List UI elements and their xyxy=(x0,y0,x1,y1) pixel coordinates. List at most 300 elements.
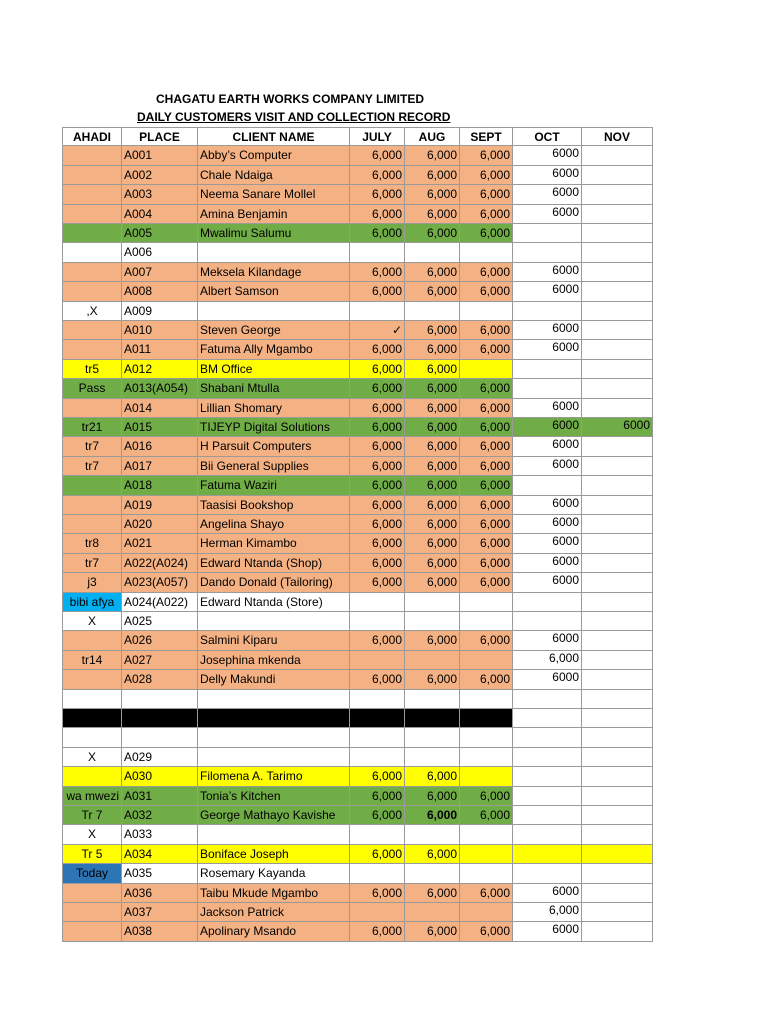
cell-july[interactable]: 6,000 xyxy=(350,515,405,534)
cell-nov[interactable] xyxy=(582,554,653,573)
cell-nov[interactable] xyxy=(582,651,653,670)
cell-aug[interactable]: 6,000 xyxy=(405,787,460,806)
cell-nov[interactable] xyxy=(582,825,653,844)
cell-july[interactable]: 6,000 xyxy=(350,379,405,398)
cell-place[interactable]: A030 xyxy=(122,767,198,786)
cell-place[interactable]: A034 xyxy=(122,845,198,864)
cell-july[interactable]: 6,000 xyxy=(350,496,405,515)
cell-client-name[interactable]: Josephina mkenda xyxy=(198,651,350,670)
cell-aug[interactable]: 6,000 xyxy=(405,515,460,534)
cell-oct[interactable] xyxy=(513,903,582,922)
cell-aug[interactable]: 6,000 xyxy=(405,496,460,515)
cell-place[interactable]: A025 xyxy=(122,612,198,631)
cell-oct[interactable] xyxy=(513,612,582,631)
cell-place[interactable]: A028 xyxy=(122,670,198,689)
cell-place[interactable]: A005 xyxy=(122,224,198,243)
cell-ahadi[interactable] xyxy=(62,476,122,495)
cell-oct[interactable] xyxy=(513,728,582,747)
cell-ahadi[interactable] xyxy=(62,224,122,243)
cell-july[interactable] xyxy=(350,302,405,321)
cell-client-name[interactable]: Edward Ntanda (Shop) xyxy=(198,554,350,573)
cell-place[interactable]: A014 xyxy=(122,399,198,418)
cell-place[interactable]: A008 xyxy=(122,282,198,301)
cell-aug[interactable]: 6,000 xyxy=(405,554,460,573)
cell-place[interactable]: A016 xyxy=(122,437,198,456)
cell-july[interactable] xyxy=(350,748,405,767)
cell-sept[interactable] xyxy=(460,728,513,747)
cell-nov[interactable] xyxy=(582,922,653,941)
cell-nov[interactable] xyxy=(582,476,653,495)
cell-ahadi[interactable] xyxy=(62,399,122,418)
cell-july[interactable] xyxy=(350,651,405,670)
cell-july[interactable]: 6,000 xyxy=(350,146,405,165)
cell-client-name[interactable]: Edward Ntanda (Store) xyxy=(198,593,350,612)
cell-ahadi[interactable]: Tr 7 xyxy=(62,806,122,825)
cell-sept[interactable]: 6,000 xyxy=(460,670,513,689)
cell-oct[interactable] xyxy=(513,321,582,340)
cell-client-name[interactable]: Angelina Shayo xyxy=(198,515,350,534)
cell-july[interactable]: ✓ xyxy=(350,321,405,340)
cell-nov[interactable] xyxy=(582,224,653,243)
cell-aug[interactable]: 6,000 xyxy=(405,437,460,456)
cell-july[interactable]: 6,000 xyxy=(350,437,405,456)
cell-oct[interactable] xyxy=(513,243,582,262)
cell-client-name[interactable] xyxy=(198,612,350,631)
cell-aug[interactable]: 6,000 xyxy=(405,263,460,282)
cell-sept[interactable]: 6,000 xyxy=(460,418,513,437)
cell-ahadi[interactable] xyxy=(62,340,122,359)
cell-place[interactable]: A015 xyxy=(122,418,198,437)
cell-july[interactable]: 6,000 xyxy=(350,845,405,864)
cell-ahadi[interactable]: Tr 5 xyxy=(62,845,122,864)
cell-aug[interactable] xyxy=(405,651,460,670)
cell-place[interactable]: A004 xyxy=(122,205,198,224)
cell-aug[interactable]: 6,000 xyxy=(405,573,460,592)
cell-aug[interactable]: 6,000 xyxy=(405,418,460,437)
cell-place[interactable]: A037 xyxy=(122,903,198,922)
cell-nov[interactable] xyxy=(582,515,653,534)
cell-ahadi[interactable] xyxy=(62,728,122,747)
cell-nov[interactable] xyxy=(582,787,653,806)
cell-aug[interactable]: 6,000 xyxy=(405,922,460,941)
cell-aug[interactable]: 6,000 xyxy=(405,670,460,689)
cell-aug[interactable]: 6,000 xyxy=(405,340,460,359)
cell-july[interactable]: 6,000 xyxy=(350,767,405,786)
cell-aug[interactable]: 6,000 xyxy=(405,185,460,204)
cell-oct[interactable] xyxy=(513,884,582,903)
cell-oct[interactable] xyxy=(513,534,582,553)
cell-ahadi[interactable]: bibi afya xyxy=(62,593,122,612)
cell-sept[interactable]: 6,000 xyxy=(460,263,513,282)
cell-ahadi[interactable]: j3 xyxy=(62,573,122,592)
cell-aug[interactable]: 6,000 xyxy=(405,321,460,340)
cell-ahadi[interactable]: Pass xyxy=(62,379,122,398)
cell-july[interactable]: 6,000 xyxy=(350,360,405,379)
cell-july[interactable]: 6,000 xyxy=(350,263,405,282)
cell-nov[interactable] xyxy=(582,282,653,301)
cell-july[interactable]: 6,000 xyxy=(350,787,405,806)
cell-july[interactable]: 6,000 xyxy=(350,922,405,941)
cell-aug[interactable]: 6,000 xyxy=(405,884,460,903)
cell-sept[interactable]: 6,000 xyxy=(460,340,513,359)
cell-client-name[interactable] xyxy=(198,748,350,767)
cell-sept[interactable] xyxy=(460,825,513,844)
cell-client-name[interactable]: Delly Makundi xyxy=(198,670,350,689)
cell-aug[interactable] xyxy=(405,825,460,844)
cell-nov[interactable] xyxy=(582,457,653,476)
cell-oct[interactable] xyxy=(513,864,582,883)
cell-ahadi[interactable]: X xyxy=(62,748,122,767)
cell-oct[interactable] xyxy=(513,922,582,941)
cell-sept[interactable] xyxy=(460,593,513,612)
cell-sept[interactable]: 6,000 xyxy=(460,787,513,806)
cell-nov[interactable] xyxy=(582,709,653,728)
cell-client-name[interactable]: Filomena A. Tarimo xyxy=(198,767,350,786)
cell-sept[interactable]: 6,000 xyxy=(460,321,513,340)
cell-july[interactable]: 6,000 xyxy=(350,631,405,650)
cell-aug[interactable]: 6,000 xyxy=(405,224,460,243)
cell-ahadi[interactable] xyxy=(62,185,122,204)
cell-july[interactable]: 6,000 xyxy=(350,340,405,359)
cell-aug[interactable] xyxy=(405,903,460,922)
cell-sept[interactable] xyxy=(460,651,513,670)
cell-nov[interactable] xyxy=(582,631,653,650)
cell-july[interactable]: 6,000 xyxy=(350,224,405,243)
cell-aug[interactable] xyxy=(405,593,460,612)
cell-sept[interactable] xyxy=(460,690,513,709)
cell-client-name[interactable]: Steven George xyxy=(198,321,350,340)
cell-ahadi[interactable] xyxy=(62,496,122,515)
cell-client-name[interactable]: Rosemary Kayanda xyxy=(198,864,350,883)
cell-ahadi[interactable]: X xyxy=(62,612,122,631)
cell-july[interactable] xyxy=(350,612,405,631)
cell-sept[interactable]: 6,000 xyxy=(460,515,513,534)
cell-oct[interactable] xyxy=(513,515,582,534)
cell-july[interactable]: 6,000 xyxy=(350,573,405,592)
cell-sept[interactable] xyxy=(460,903,513,922)
cell-nov[interactable] xyxy=(582,670,653,689)
cell-oct[interactable] xyxy=(513,748,582,767)
cell-oct[interactable] xyxy=(513,379,582,398)
cell-oct[interactable] xyxy=(513,340,582,359)
cell-nov[interactable] xyxy=(582,340,653,359)
cell-place[interactable]: A035 xyxy=(122,864,198,883)
cell-aug[interactable]: 6,000 xyxy=(405,166,460,185)
cell-aug[interactable]: 6,000 xyxy=(405,476,460,495)
cell-july[interactable] xyxy=(350,593,405,612)
cell-aug[interactable]: 6,000 xyxy=(405,360,460,379)
cell-ahadi[interactable]: tr14 xyxy=(62,651,122,670)
cell-aug[interactable]: 6,000 xyxy=(405,205,460,224)
cell-nov[interactable] xyxy=(582,903,653,922)
cell-place[interactable]: A033 xyxy=(122,825,198,844)
cell-place[interactable]: A020 xyxy=(122,515,198,534)
cell-nov[interactable] xyxy=(582,593,653,612)
cell-place[interactable]: A017 xyxy=(122,457,198,476)
cell-place[interactable]: A007 xyxy=(122,263,198,282)
cell-aug[interactable] xyxy=(405,612,460,631)
cell-client-name[interactable]: Lillian Shomary xyxy=(198,399,350,418)
cell-july[interactable] xyxy=(350,864,405,883)
cell-nov[interactable] xyxy=(582,573,653,592)
cell-place[interactable] xyxy=(122,728,198,747)
cell-client-name[interactable]: Tonia’s Kitchen xyxy=(198,787,350,806)
cell-client-name[interactable]: Herman Kimambo xyxy=(198,534,350,553)
cell-client-name[interactable]: Neema Sanare Mollel xyxy=(198,185,350,204)
cell-july[interactable]: 6,000 xyxy=(350,399,405,418)
cell-ahadi[interactable] xyxy=(62,321,122,340)
cell-july[interactable] xyxy=(350,243,405,262)
cell-nov[interactable] xyxy=(582,418,653,437)
cell-ahadi[interactable]: tr7 xyxy=(62,457,122,476)
cell-ahadi[interactable] xyxy=(62,709,122,728)
cell-aug[interactable] xyxy=(405,690,460,709)
cell-place[interactable]: A009 xyxy=(122,302,198,321)
cell-client-name[interactable] xyxy=(198,825,350,844)
cell-sept[interactable] xyxy=(460,845,513,864)
cell-client-name[interactable]: Dando Donald (Tailoring) xyxy=(198,573,350,592)
cell-oct[interactable] xyxy=(513,457,582,476)
cell-sept[interactable]: 6,000 xyxy=(460,224,513,243)
cell-nov[interactable] xyxy=(582,864,653,883)
cell-oct[interactable] xyxy=(513,360,582,379)
cell-sept[interactable] xyxy=(460,612,513,631)
cell-oct[interactable] xyxy=(513,825,582,844)
cell-client-name[interactable]: BM Office xyxy=(198,360,350,379)
cell-client-name[interactable]: H Parsuit Computers xyxy=(198,437,350,456)
cell-place[interactable]: A022(A024) xyxy=(122,554,198,573)
cell-sept[interactable] xyxy=(460,748,513,767)
cell-nov[interactable] xyxy=(582,728,653,747)
cell-nov[interactable] xyxy=(582,302,653,321)
cell-nov[interactable] xyxy=(582,748,653,767)
cell-sept[interactable] xyxy=(460,864,513,883)
cell-ahadi[interactable]: ,X xyxy=(62,302,122,321)
cell-nov[interactable] xyxy=(582,399,653,418)
cell-aug[interactable] xyxy=(405,864,460,883)
cell-ahadi[interactable]: tr7 xyxy=(62,437,122,456)
cell-oct[interactable] xyxy=(513,418,582,437)
cell-client-name[interactable]: Abby’s Computer xyxy=(198,146,350,165)
cell-aug[interactable] xyxy=(405,748,460,767)
cell-client-name[interactable]: Taasisi Bookshop xyxy=(198,496,350,515)
cell-sept[interactable] xyxy=(460,243,513,262)
cell-sept[interactable]: 6,000 xyxy=(460,282,513,301)
cell-place[interactable]: A012 xyxy=(122,360,198,379)
cell-sept[interactable]: 6,000 xyxy=(460,806,513,825)
cell-oct[interactable] xyxy=(513,166,582,185)
cell-place[interactable] xyxy=(122,690,198,709)
cell-nov[interactable] xyxy=(582,243,653,262)
cell-place[interactable]: A003 xyxy=(122,185,198,204)
cell-aug[interactable] xyxy=(405,243,460,262)
cell-client-name[interactable]: Salmini Kiparu xyxy=(198,631,350,650)
cell-place[interactable]: A027 xyxy=(122,651,198,670)
cell-july[interactable] xyxy=(350,709,405,728)
cell-nov[interactable] xyxy=(582,166,653,185)
cell-ahadi[interactable]: wa mwezi xyxy=(62,787,122,806)
cell-client-name[interactable]: Jackson Patrick xyxy=(198,903,350,922)
cell-aug[interactable]: 6,000 xyxy=(405,767,460,786)
cell-aug[interactable]: 6,000 xyxy=(405,534,460,553)
cell-nov[interactable] xyxy=(582,360,653,379)
cell-client-name[interactable] xyxy=(198,243,350,262)
cell-place[interactable]: A001 xyxy=(122,146,198,165)
cell-ahadi[interactable]: tr5 xyxy=(62,360,122,379)
cell-client-name[interactable] xyxy=(198,728,350,747)
cell-sept[interactable] xyxy=(460,302,513,321)
cell-july[interactable] xyxy=(350,903,405,922)
cell-ahadi[interactable] xyxy=(62,146,122,165)
cell-client-name[interactable]: Meksela Kilandage xyxy=(198,263,350,282)
cell-oct[interactable] xyxy=(513,573,582,592)
cell-place[interactable]: A024(A022) xyxy=(122,593,198,612)
cell-place[interactable]: A036 xyxy=(122,884,198,903)
cell-client-name[interactable]: Bii General Supplies xyxy=(198,457,350,476)
cell-july[interactable]: 6,000 xyxy=(350,554,405,573)
cell-nov[interactable] xyxy=(582,146,653,165)
cell-oct[interactable] xyxy=(513,670,582,689)
cell-july[interactable] xyxy=(350,728,405,747)
cell-aug[interactable]: 6,000 xyxy=(405,631,460,650)
cell-sept[interactable]: 6,000 xyxy=(460,146,513,165)
cell-nov[interactable] xyxy=(582,767,653,786)
cell-oct[interactable] xyxy=(513,146,582,165)
cell-oct[interactable] xyxy=(513,476,582,495)
cell-sept[interactable]: 6,000 xyxy=(460,554,513,573)
cell-ahadi[interactable] xyxy=(62,205,122,224)
cell-nov[interactable] xyxy=(582,496,653,515)
cell-ahadi[interactable] xyxy=(62,767,122,786)
cell-sept[interactable]: 6,000 xyxy=(460,166,513,185)
cell-ahadi[interactable]: X xyxy=(62,825,122,844)
cell-place[interactable]: A023(A057) xyxy=(122,573,198,592)
cell-ahadi[interactable] xyxy=(62,884,122,903)
cell-place[interactable]: A013(A054) xyxy=(122,379,198,398)
cell-client-name[interactable] xyxy=(198,302,350,321)
cell-sept[interactable]: 6,000 xyxy=(460,922,513,941)
cell-nov[interactable] xyxy=(582,884,653,903)
cell-sept[interactable]: 6,000 xyxy=(460,205,513,224)
cell-nov[interactable] xyxy=(582,379,653,398)
cell-ahadi[interactable] xyxy=(62,922,122,941)
cell-oct[interactable] xyxy=(513,554,582,573)
cell-aug[interactable]: 6,000 xyxy=(405,806,460,825)
cell-ahadi[interactable] xyxy=(62,690,122,709)
cell-oct[interactable] xyxy=(513,845,582,864)
cell-place[interactable]: A002 xyxy=(122,166,198,185)
cell-client-name[interactable]: Apolinary Msando xyxy=(198,922,350,941)
cell-sept[interactable]: 6,000 xyxy=(460,534,513,553)
cell-oct[interactable] xyxy=(513,263,582,282)
cell-oct[interactable] xyxy=(513,631,582,650)
cell-oct[interactable] xyxy=(513,437,582,456)
cell-july[interactable]: 6,000 xyxy=(350,282,405,301)
cell-nov[interactable] xyxy=(582,690,653,709)
cell-client-name[interactable]: Taibu Mkude Mgambo xyxy=(198,884,350,903)
cell-aug[interactable]: 6,000 xyxy=(405,146,460,165)
cell-nov[interactable] xyxy=(582,612,653,631)
cell-client-name[interactable]: Shabani Mtulla xyxy=(198,379,350,398)
cell-sept[interactable]: 6,000 xyxy=(460,437,513,456)
cell-place[interactable]: A032 xyxy=(122,806,198,825)
cell-aug[interactable] xyxy=(405,302,460,321)
cell-sept[interactable]: 6,000 xyxy=(460,379,513,398)
cell-sept[interactable]: 6,000 xyxy=(460,185,513,204)
cell-sept[interactable]: 6,000 xyxy=(460,457,513,476)
cell-ahadi[interactable] xyxy=(62,670,122,689)
cell-sept[interactable] xyxy=(460,709,513,728)
cell-july[interactable]: 6,000 xyxy=(350,205,405,224)
cell-oct[interactable] xyxy=(513,709,582,728)
cell-place[interactable]: A019 xyxy=(122,496,198,515)
cell-july[interactable]: 6,000 xyxy=(350,534,405,553)
cell-nov[interactable] xyxy=(582,806,653,825)
cell-sept[interactable]: 6,000 xyxy=(460,399,513,418)
cell-oct[interactable] xyxy=(513,651,582,670)
cell-aug[interactable] xyxy=(405,728,460,747)
cell-sept[interactable]: 6,000 xyxy=(460,631,513,650)
cell-client-name[interactable]: Amina Benjamin xyxy=(198,205,350,224)
cell-ahadi[interactable] xyxy=(62,515,122,534)
cell-oct[interactable] xyxy=(513,767,582,786)
cell-aug[interactable] xyxy=(405,709,460,728)
cell-july[interactable]: 6,000 xyxy=(350,670,405,689)
cell-july[interactable]: 6,000 xyxy=(350,476,405,495)
cell-nov[interactable] xyxy=(582,185,653,204)
cell-oct[interactable] xyxy=(513,224,582,243)
cell-oct[interactable] xyxy=(513,282,582,301)
cell-place[interactable]: A029 xyxy=(122,748,198,767)
cell-sept[interactable]: 6,000 xyxy=(460,573,513,592)
cell-oct[interactable] xyxy=(513,593,582,612)
cell-july[interactable]: 6,000 xyxy=(350,884,405,903)
cell-aug[interactable]: 6,000 xyxy=(405,845,460,864)
cell-place[interactable]: A018 xyxy=(122,476,198,495)
cell-july[interactable]: 6,000 xyxy=(350,185,405,204)
cell-july[interactable]: 6,000 xyxy=(350,166,405,185)
cell-client-name[interactable]: Fatuma Waziri xyxy=(198,476,350,495)
cell-aug[interactable]: 6,000 xyxy=(405,379,460,398)
cell-oct[interactable] xyxy=(513,496,582,515)
cell-place[interactable]: A011 xyxy=(122,340,198,359)
cell-ahadi[interactable]: tr8 xyxy=(62,534,122,553)
cell-aug[interactable]: 6,000 xyxy=(405,282,460,301)
cell-july[interactable]: 6,000 xyxy=(350,418,405,437)
cell-oct[interactable] xyxy=(513,185,582,204)
cell-ahadi[interactable] xyxy=(62,263,122,282)
cell-sept[interactable] xyxy=(460,360,513,379)
cell-ahadi[interactable]: tr21 xyxy=(62,418,122,437)
cell-ahadi[interactable]: tr7 xyxy=(62,554,122,573)
cell-sept[interactable]: 6,000 xyxy=(460,476,513,495)
cell-client-name[interactable]: Chale Ndaiga xyxy=(198,166,350,185)
cell-client-name[interactable]: TIJEYP Digital Solutions xyxy=(198,418,350,437)
cell-oct[interactable] xyxy=(513,399,582,418)
cell-place[interactable]: A006 xyxy=(122,243,198,262)
cell-client-name[interactable] xyxy=(198,690,350,709)
cell-ahadi[interactable] xyxy=(62,282,122,301)
cell-place[interactable]: A031 xyxy=(122,787,198,806)
cell-client-name[interactable]: Fatuma Ally Mgambo xyxy=(198,340,350,359)
cell-client-name[interactable]: Mwalimu Salumu xyxy=(198,224,350,243)
cell-oct[interactable] xyxy=(513,787,582,806)
cell-oct[interactable] xyxy=(513,806,582,825)
cell-july[interactable] xyxy=(350,825,405,844)
cell-place[interactable] xyxy=(122,709,198,728)
cell-client-name[interactable]: Boniface Joseph xyxy=(198,845,350,864)
cell-oct[interactable] xyxy=(513,690,582,709)
